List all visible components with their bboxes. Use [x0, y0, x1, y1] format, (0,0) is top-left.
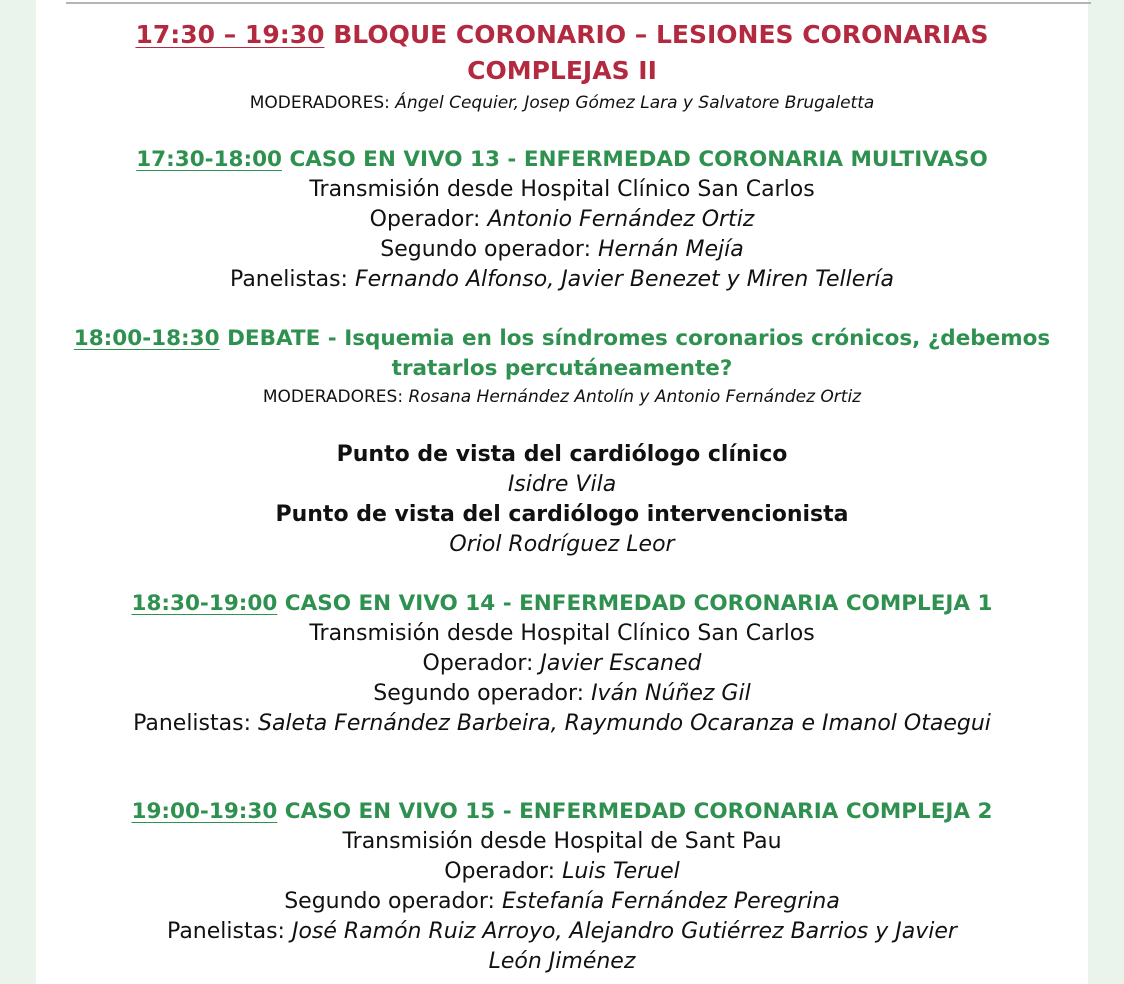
- case15-panel-names-line-2: León Jiménez: [488, 949, 636, 974]
- case15-transmission: Transmisión desde Hospital de Sant Pau: [342, 829, 782, 854]
- case15-operator: [36, 857, 1088, 887]
- case14-operator-label: Operador:: [422, 651, 534, 676]
- debate-view-1-speaker: Isidre Vila: [507, 472, 617, 497]
- debate-title-line-2: tratarlos percutáneamente?: [391, 356, 733, 381]
- case13-transmission: Transmisión desde Hospital Clínico San Carlos: [309, 177, 815, 202]
- case15-time: 19:00-19:30: [131, 799, 278, 824]
- case14-second-operator: [36, 679, 1088, 709]
- debate-moderators: [36, 385, 1088, 409]
- program-page: [36, 0, 1088, 984]
- block-moderators-label: MODERADORES:: [249, 93, 390, 113]
- block-title-line-1: BLOQUE CORONARIO – LESIONES CORONARIAS: [333, 20, 989, 49]
- case14-title: CASO EN VIVO 14 - ENFERMEDAD CORONARIA COMPLEJA 1: [284, 591, 993, 616]
- debate-title-line-1: DEBATE - Isquemia en los síndromes coronarios crónicos, ¿debemos: [227, 326, 1051, 351]
- case14-second-name: Iván Núñez Gil: [591, 681, 751, 706]
- debate-moderators-label: MODERADORES:: [262, 387, 404, 407]
- case14-heading: [36, 589, 1088, 619]
- case15-operator-label: Operador:: [444, 859, 556, 884]
- debate-heading: [36, 324, 1088, 354]
- case15-panel-names-line-1: José Ramón Ruiz Arroyo, Alejandro Gutiérrez Barrios y Javier: [291, 919, 957, 944]
- debate-time: 18:00-18:30: [73, 326, 220, 351]
- block-moderators-names: Ángel Cequier, Josep Gómez Lara y Salvatore Brugaletta: [395, 93, 875, 113]
- debate-view-2-speaker: Oriol Rodríguez Leor: [449, 532, 675, 557]
- block-time: 17:30 – 19:30: [135, 20, 325, 49]
- case14-second-label: Segundo operador:: [373, 681, 585, 706]
- case15-title: CASO EN VIVO 15 - ENFERMEDAD CORONARIA COMPLEJA 2: [284, 799, 993, 824]
- case15-heading: [36, 797, 1088, 827]
- block-moderators: [36, 91, 1088, 115]
- case15-operator-name: Luis Teruel: [562, 859, 680, 884]
- case13-second-name: Hernán Mejía: [598, 237, 744, 262]
- case15-second-label: Segundo operador:: [284, 889, 495, 914]
- case14-operator: [36, 649, 1088, 679]
- case13-operator: [36, 205, 1088, 235]
- case13-title: CASO EN VIVO 13 - ENFERMEDAD CORONARIA MULTIVASO: [289, 147, 988, 172]
- case13-panel-label: Panelistas:: [230, 267, 348, 292]
- case13-operator-name: Antonio Fernández Ortiz: [487, 207, 755, 232]
- case14-operator-name: Javier Escaned: [540, 651, 702, 676]
- case15-panel-label: Panelistas:: [167, 919, 285, 944]
- case13-operator-label: Operador:: [369, 207, 481, 232]
- case13-second-operator: [36, 235, 1088, 265]
- case13-heading: [36, 145, 1088, 175]
- block-title-line-2: COMPLEJAS II: [467, 56, 657, 85]
- case14-panel-label: Panelistas:: [133, 711, 251, 736]
- case13-time: 17:30-18:00: [136, 147, 283, 172]
- case15-panel: [36, 917, 1088, 947]
- case14-panel: [36, 709, 1088, 739]
- case14-panel-names: Saleta Fernández Barbeira, Raymundo Ocaranza e Imanol Otaegui: [257, 711, 991, 736]
- case15-second-operator: [36, 887, 1088, 917]
- case13-panel-names: Fernando Alfonso, Javier Benezet y Miren Tellería: [354, 267, 894, 292]
- case13-panel: [36, 265, 1088, 295]
- debate-moderators-names: Rosana Hernández Antolín y Antonio Fernández Ortiz: [408, 387, 862, 407]
- case13-second-label: Segundo operador:: [380, 237, 592, 262]
- case15-second-name: Estefanía Fernández Peregrina: [501, 889, 840, 914]
- block-heading: [36, 20, 1088, 50]
- top-divider: [66, 2, 1091, 4]
- debate-view-1: Punto de vista del cardiólogo clínico: [336, 442, 788, 467]
- debate-view-2: Punto de vista del cardiólogo intervencionista: [275, 502, 849, 527]
- case14-transmission: Transmisión desde Hospital Clínico San Carlos: [309, 621, 815, 646]
- case14-time: 18:30-19:00: [131, 591, 278, 616]
